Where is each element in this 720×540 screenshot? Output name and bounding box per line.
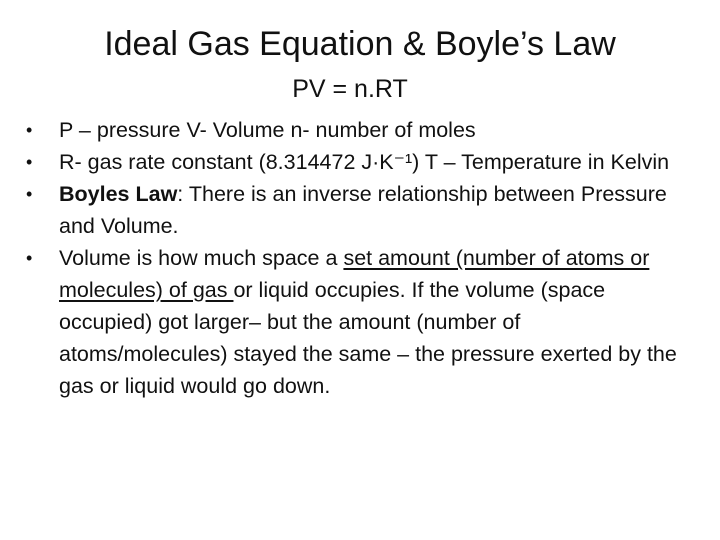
bullet-icon: • [26,152,33,172]
bullet-item-volume-explanation [26,242,686,402]
bullet-icon: • [26,120,33,140]
bullet-text-end: or liquid occupies. If the volume (space occupied) got larger– but the amount (number of atoms/molecules) stayed the same – the pressure exerted by the gas or liquid would go down. [59,278,677,398]
ideal-gas-equation: PV = n.RT [292,75,408,103]
bullet-list [26,114,686,402]
bullet-text: : There is an inverse relationship between Pressure and Volume. [59,182,667,238]
bullet-icon: • [26,248,33,268]
bullet-icon: • [26,184,33,204]
bullet-text: R- gas rate constant (8.314472 J·K⁻¹) T – Temperature in Kelvin [59,150,670,174]
bullet-item-boyles-law [26,178,686,242]
bullet-text: P – pressure V- Volume n- number of moles [59,118,476,142]
bullet-text-start: Volume is how much space a [59,246,344,270]
slide-title: Ideal Gas Equation & Boyle’s Law [104,25,616,63]
bullet-item-gas-constant [26,146,686,178]
boyles-law-term: Boyles Law [59,182,178,206]
underlined-phrase: set amount (number of atoms or molecules) of gas [59,246,650,302]
bullet-item-variables [26,114,686,146]
